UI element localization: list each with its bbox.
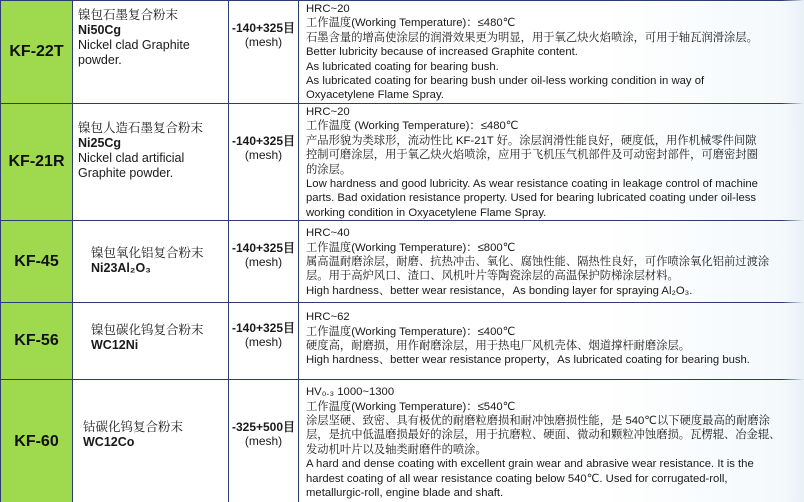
product-name-cn: 镍包石墨复合粉末	[78, 8, 179, 22]
product-code: KF-21R	[1, 104, 73, 221]
description-line: As lubricated coating for bearing bush under oil-less working condition in way of	[306, 75, 705, 88]
product-code: KF-56	[1, 303, 73, 380]
table-row	[1, 380, 804, 502]
description-line: HV₀.₃ 1000~1300	[306, 386, 395, 399]
product-grade: Ni23Al₂O₃	[91, 261, 151, 276]
description-line: HRC~40	[306, 227, 350, 240]
description-line: 层。用于高炉风口、渣口、风机叶片等陶瓷涂层的高温保护防梯涂层材料。	[306, 270, 679, 283]
mesh-cell	[229, 1, 299, 104]
product-name-en: Nickel clad Graphite powder.	[78, 38, 190, 67]
product-name-cn: 镍包碳化钨复合粉末	[91, 323, 204, 338]
product-grade: WC12Co	[83, 435, 135, 450]
description-line: parts. Bad oxidation resistance property. Used for bearing lubricated coating under oil-less	[306, 192, 757, 205]
description-line: Oxyacetylene Flame Spray.	[306, 89, 444, 102]
mesh-value: -140+325目	[231, 134, 296, 148]
description-line: working condition in Oxyacetylene Flame Spray.	[306, 206, 547, 219]
product-name-cn: 钴碳化钨复合粉末	[83, 420, 184, 435]
description-line: Low hardness and good lubricity. As wear resistance coating in leakage control of machine	[306, 178, 758, 191]
mesh-unit: (mesh)	[244, 255, 283, 270]
product-name-en: Nickel clad artificial Graphite powder.	[78, 151, 185, 180]
description-cell	[299, 104, 804, 221]
product-code: KF-60	[1, 380, 73, 502]
product-name-cell	[73, 1, 229, 104]
description-line: A hard and dense coating with excellent grain wear and abrasive wear resistance. It is the	[306, 458, 754, 471]
mesh-unit: (mesh)	[244, 434, 283, 449]
description-line: HRC~20	[306, 106, 350, 118]
product-code: KF-45	[1, 221, 73, 303]
description-line: metallurgic-roll, engine blade and shaft.	[306, 487, 504, 500]
description-line: 工作温度(Working Temperature)：≤800℃	[306, 241, 516, 254]
product-grade: Ni25Cg	[78, 136, 122, 150]
mesh-unit: (mesh)	[244, 35, 283, 49]
description-line: As lubricated coating for bearing bush.	[306, 60, 499, 73]
product-name-cn: 镍包人造石墨复合粉末	[78, 121, 204, 135]
mesh-cell	[229, 104, 299, 221]
table-row	[1, 303, 804, 380]
mesh-value: -140+325目	[231, 241, 296, 256]
mesh-value: -140+325目	[231, 21, 296, 35]
description-line: 产品形貌为类球形，流动性比 KF-21T 好。涂层润滑性能良好，硬度低，用作机械零件间隙	[306, 134, 757, 147]
description-cell	[299, 380, 804, 502]
description-line: 工作温度(Working Temperature)：≤480℃	[306, 17, 516, 30]
table-row	[1, 104, 804, 221]
table-row	[1, 1, 804, 104]
description-line: 工作温度 (Working Temperature)：≤480℃	[306, 120, 519, 133]
description-line: 工作温度(Working Temperature)：≤540℃	[306, 400, 516, 413]
description-line: 涂层坚硬、致密、具有极优的耐磨粒磨损和耐冲蚀磨损性能，是 540℃以下硬度最高的耐磨涂	[306, 415, 770, 428]
product-name-cn: 镍包氧化铝复合粉末	[91, 246, 204, 261]
product-code: KF-22T	[1, 1, 73, 104]
mesh-cell	[229, 303, 299, 380]
description-line: hardest coating of all wear resistance coating below 540℃. Used for corrugated-roll,	[306, 472, 728, 485]
description-line: HRC~20	[306, 3, 350, 15]
description-cell	[299, 1, 804, 104]
description-line: 层，是抗中低温磨损最好的涂层，用于抗磨粒、硬面、微动和颗粒冲蚀磨损。瓦楞辊、冶金辊、	[306, 429, 781, 442]
product-name-cell	[73, 221, 229, 303]
product-name-cell	[73, 104, 229, 221]
description-line: 工作温度(Working Temperature)：≤400℃	[306, 325, 516, 338]
product-name-cell	[73, 380, 229, 502]
description-line: 控制可磨涂层，用于氧乙炔火焰喷涂，应用于飞机压气机部件及可动密封部件，可磨密封圈	[306, 149, 758, 162]
mesh-unit: (mesh)	[244, 335, 283, 350]
description-line: 属高温耐磨涂层，耐磨、抗热冲击、氧化、腐蚀性能、隔热性良好，可作喷涂氧化铝前过渡涂	[306, 256, 770, 269]
mesh-value: -325+500目	[231, 420, 296, 435]
product-grade: WC12Ni	[91, 338, 139, 353]
mesh-value: -140+325目	[231, 321, 296, 336]
description-line: Better lubricity because of increased Graphite content.	[306, 46, 578, 59]
description-cell	[299, 303, 804, 380]
description-line: 硬度高，耐磨损，用作耐磨涂层，用于热电厂风机壳体、烟道撑杆耐磨涂层。	[306, 340, 691, 353]
description-line: High hardness、better wear resistance，As bonding layer for spraying Al₂O₃.	[306, 284, 693, 297]
description-line: 石墨含量的增高使涂层的润滑效果更为明显，用于氧乙炔火焰喷涂，可用于轴瓦润滑涂层。	[306, 31, 758, 44]
mesh-unit: (mesh)	[244, 148, 283, 162]
description-line: High hardness、better wear resistance property，As lubricated coating for bearing bush.	[306, 354, 750, 367]
description-line: 发动机叶片以及轴类耐磨件的喷涂。	[306, 443, 487, 456]
product-name-cell	[73, 303, 229, 380]
description-cell	[299, 221, 804, 303]
description-line: 的涂层。	[306, 163, 352, 176]
mesh-cell	[229, 221, 299, 303]
table-row	[1, 221, 804, 303]
mesh-cell	[229, 380, 299, 502]
product-grade: Ni50Cg	[78, 23, 122, 37]
description-line: HRC~62	[306, 311, 350, 324]
